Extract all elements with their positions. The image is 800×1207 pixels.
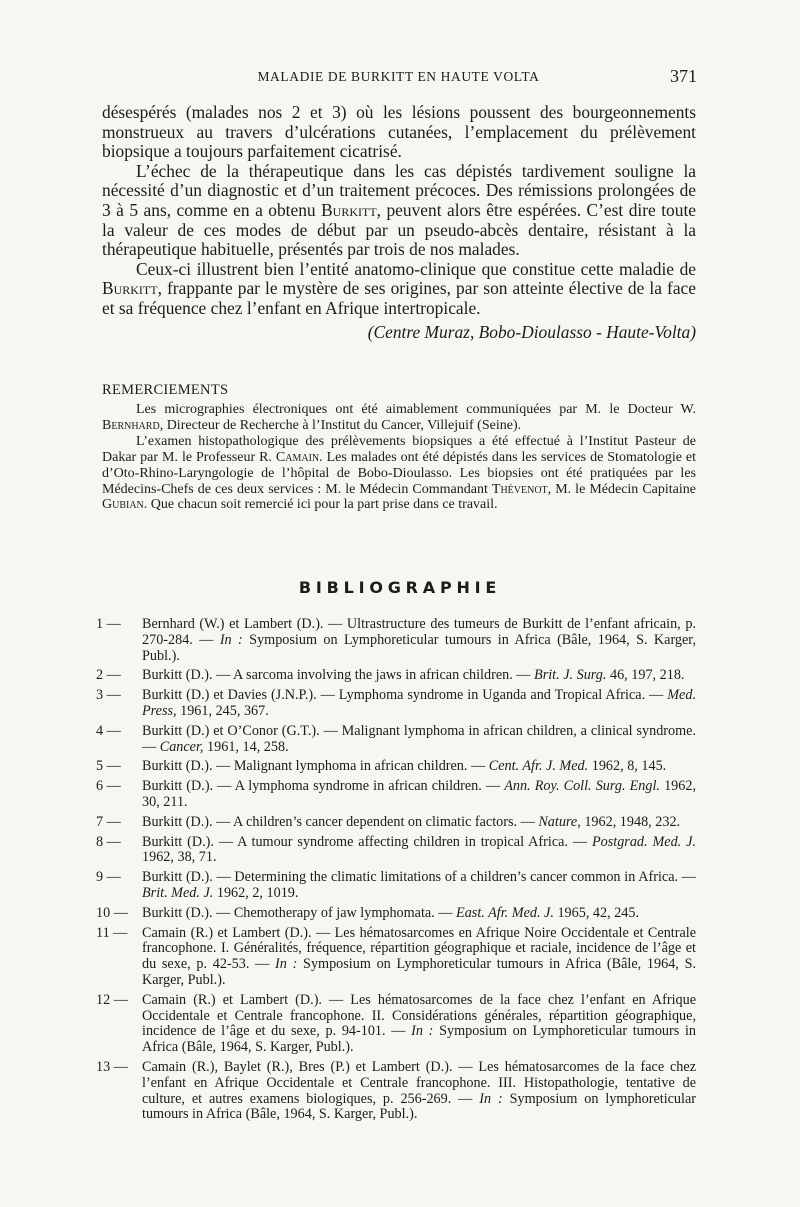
reference-item <box>96 724 696 756</box>
reference-item <box>96 1060 696 1123</box>
paragraph-1: désespérés (malades nos 2 et 3) où les lésions poussent des bourgeonnements monstrueux au travers d’ulcérations cutanées, l’emplacement du prélèvement biopsique a toujours parfaitement cicatrisé. <box>102 102 696 162</box>
reference-text: Burkitt (D.). — Malignant lymphoma in african children. — Cent. Afr. J. Med. 1962, 8, 145. <box>142 758 667 775</box>
running-header <box>100 66 697 88</box>
reference-number: 6 — <box>96 778 121 795</box>
reference-item <box>96 993 696 1056</box>
affiliation: (Centre Muraz, Bobo-Dioulasso - Haute-Volta) <box>367 321 696 342</box>
author-name: Burkitt <box>321 199 377 220</box>
reference-item <box>96 926 696 989</box>
reference-item <box>96 815 696 831</box>
paragraph-2: L’échec de la thérapeutique dans les cas dépistés tardivement souligne la nécessité d’un diagnostic et d’un traitement précoces. Des rémissions prolongées de 3 à 5 ans, comme en a obtenu Burkitt, peuvent alors être espérées. C’est dire toute la valeur de ces modes de début par un pseudo-abcès dentaire, résistant à la thérapeutique habituelle, présentés par trois de nos malades. <box>102 160 697 260</box>
reference-number: 13 — <box>96 1058 128 1075</box>
ack-paragraph-2: L’examen histopathologique des prélèvements biopsiques a été effectué à l’Institut Pasteur de Dakar par M. le Professeur R. Camain. Les malades ont été dépistés dans les services de Stomatologie et d’Oto-Rhino-Laryngologie de l’hôpital de Bobo-Dioulasso. Les biopsies ont été pratiquées par les Médecins-Chefs de ces deux services : M. le Médecin Commandant Thévenot, M. le Médecin Capitaine Gubian. Que chacun soit remercié ici pour la part prise dans ce travail. <box>102 433 697 513</box>
reference-number: 7 — <box>96 813 121 830</box>
reference-text: Burkitt (D.). — Chemotherapy of jaw lymphomata. — East. Afr. Med. J. 1965, 42, 245. <box>142 904 640 921</box>
reference-number: 9 — <box>96 869 121 886</box>
reference-number: 8 — <box>96 833 121 850</box>
reference-number: 10 — <box>96 904 128 921</box>
reference-text: Bernhard (W.) et Lambert (D.). — Ultrastructure des tumeurs de Burkitt de l’enfant africain, p. 270-284. — In : Symposium on Lymphoreticular tumours in Africa (Bâle, 1964, S. Karger, Publ.). <box>142 616 697 664</box>
reference-text: Burkitt (D.) et O’Conor (G.T.). — Malignant lymphoma in african children, a clinical syndrome. — Cancer, 1961, 14, 258. <box>142 722 696 755</box>
paragraph-3: Ceux-ci illustrent bien l’entité anatomo-clinique que constitue cette maladie de Burkitt, frappante par le mystère de ses origines, par son atteinte élective de la face et sa fréquence chez l’enfant en Afrique intertropicale. <box>102 258 696 318</box>
reference-text: Camain (R.), Baylet (R.), Bres (P.) et Lambert (D.). — Les hématosarcomes de la face chez l’enfant en Afrique Occidentale et Centrale francophone. III. Histopathologie, tentative de culture, et autres examens biologiques, p. 256-269. — In : Symposium on lymphoreticular tumours in Africa (Bâle, 1964, S. Karger, Publ.). <box>142 1058 696 1123</box>
reference-text: Burkitt (D.). — A children’s cancer dependent on climatic factors. — Nature, 1962, 1948, 232. <box>142 813 681 830</box>
running-title: MALADIE DE BURKITT EN HAUTE VOLTA <box>257 69 540 84</box>
reference-item <box>96 906 696 922</box>
reference-item <box>96 835 696 867</box>
reference-number: 4 — <box>96 722 121 739</box>
reference-text: Burkitt (D.) et Davies (J.N.P.). — Lymphoma syndrome in Uganda and Tropical Africa. — Med. Press, 1961, 245, 367. <box>142 687 696 719</box>
reference-text: Burkitt (D.). — A tumour syndrome affecting children in tropical Africa. — Postgrad. Med. J. 1962, 38, 71. <box>142 833 696 866</box>
reference-item <box>96 779 696 811</box>
reference-number: 1 — <box>96 616 121 632</box>
reference-text: Camain (R.) et Lambert (D.). — Les hématosarcomes de la face chez l’enfant en Afrique Occidentale et Centrale francophone. II. Considérations générales, répartition géographique, incidence de l’âge et du sexe, p. 94-101. — In : Symposium on Lymphoreticular tumours in Africa (Bâle, 1964, S. Karger, Publ.). <box>142 991 696 1056</box>
bibliography-list <box>96 617 696 1127</box>
author-name: Burkitt <box>102 278 158 299</box>
reference-text: Camain (R.) et Lambert (D.). — Les hématosarcomes en Afrique Noire Occidentale et Centrale francophone. I. Généralités, fréquence, répartition géographique et raciale, incidence de l’âge et du sexe, p. 42-53. — In : Symposium on Lymphoreticular tumours in Africa (Bâle, 1964, S. Karger, Publ.). <box>142 924 697 988</box>
reference-number: 11 — <box>96 924 128 941</box>
reference-text: Burkitt (D.). — Determining the climatic limitations of a children’s cancer common in Africa. — Brit. Med. J. 1962, 2, 1019. <box>142 869 696 901</box>
reference-number: 3 — <box>96 687 121 704</box>
reference-item <box>96 668 696 684</box>
acknowledgements <box>102 402 696 513</box>
reference-item <box>96 688 696 720</box>
reference-number: 12 — <box>96 991 128 1008</box>
reference-item <box>96 759 696 775</box>
reference-number: 2 — <box>96 667 121 684</box>
reference-number: 5 — <box>96 758 121 775</box>
reference-item <box>96 870 696 902</box>
page-number: 371 <box>670 66 697 86</box>
acknowledgements-heading: REMERCIEMENTS <box>102 382 229 398</box>
reference-text: Burkitt (D.). — A lymphoma syndrome in african children. — Ann. Roy. Coll. Surg. Engl. 1962, 30, 211. <box>142 778 697 810</box>
reference-item <box>96 617 696 664</box>
bibliography-heading: BIBLIOGRAPHIE <box>298 578 502 597</box>
body-text <box>102 103 696 342</box>
reference-text: Burkitt (D.). — A sarcoma involving the jaws in african children. — Brit. J. Surg. 46, 197, 218. <box>142 667 685 684</box>
ack-paragraph-1: Les micrographies électroniques ont été aimablement communiquées par M. le Docteur W. Bernhard, Directeur de Recherche à l’Institut du Cancer, Villejuif (Seine). <box>102 402 696 433</box>
